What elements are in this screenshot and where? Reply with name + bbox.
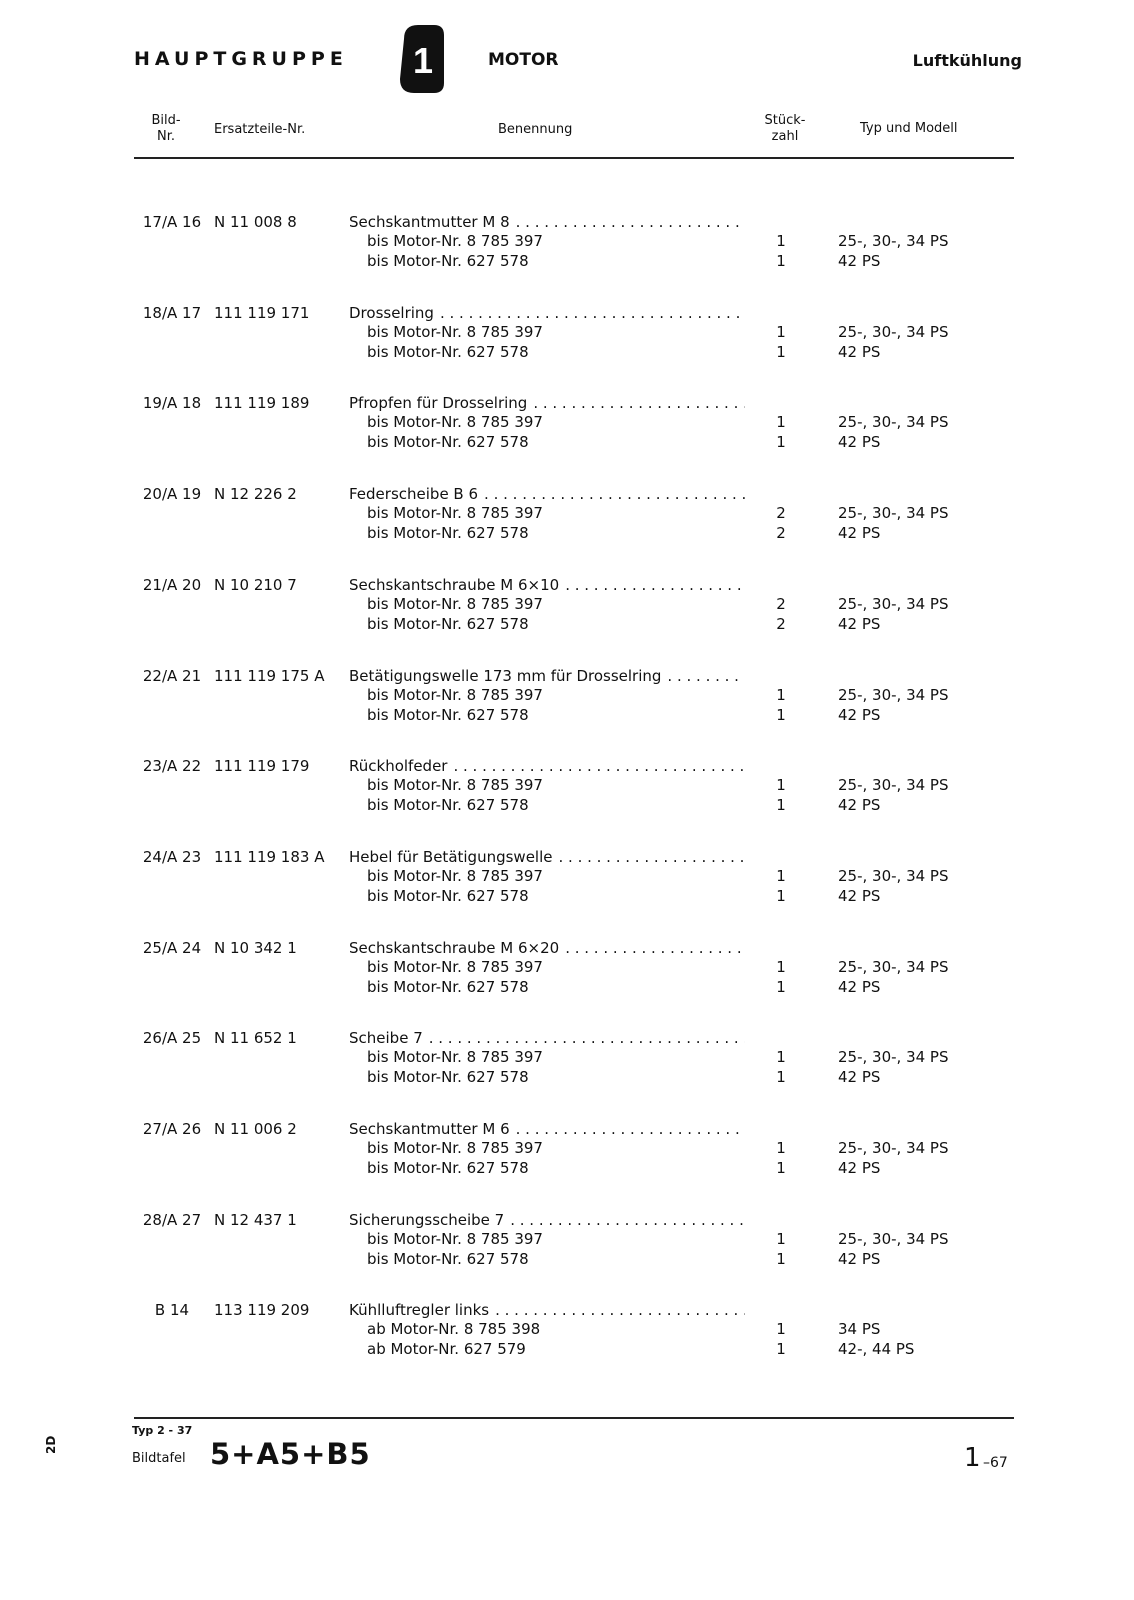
motor-range: bis Motor-Nr. 8 785 397 [367, 594, 543, 613]
motor-range: ab Motor-Nr. 8 785 398 [367, 1320, 541, 1339]
quantity: 2 [776, 524, 786, 543]
part-entry [0, 303, 1134, 373]
motor-range: bis Motor-Nr. 627 578 [367, 705, 529, 724]
quantity: 1 [776, 232, 786, 250]
type-model: 42-, 44 PS [838, 1340, 915, 1359]
type-model: 25-, 30-, 34 PS [838, 1229, 949, 1248]
quantity: 1 [776, 433, 786, 452]
part-name: Sechskantschraube M 6×10 . . . [349, 575, 745, 595]
type-model: 42 PS [838, 1068, 881, 1087]
part-name: Scheibe 7 . . . [349, 1028, 745, 1048]
part-entry [0, 393, 1134, 463]
ersatzteil-nr: N 11 652 1 [214, 1029, 297, 1048]
part-name: Federscheibe B 6 . . . [349, 484, 745, 504]
bild-nr: 17/A 16 [142, 213, 202, 231]
bild-nr: 23/A 22 [142, 757, 202, 776]
group-number: 1 [412, 40, 434, 81]
motor-range: bis Motor-Nr. 8 785 397 [367, 413, 543, 432]
ersatzteil-nr: 113 119 209 [214, 1301, 310, 1320]
motor-range: ab Motor-Nr. 627 579 [367, 1340, 526, 1359]
motor-range: bis Motor-Nr. 8 785 397 [367, 1139, 543, 1157]
group-number-badge [396, 21, 448, 96]
part-entry [0, 1210, 1134, 1280]
leader-dots [661, 666, 745, 686]
part-name: Sechskantmutter M 8 . . . [349, 212, 745, 232]
motor-range: bis Motor-Nr. 627 578 [367, 252, 529, 270]
part-entry [0, 1300, 1134, 1370]
quantity: 1 [776, 705, 786, 724]
ersatzteil-nr: N 10 342 1 [214, 938, 297, 957]
column-header-stueckzahl: Stück- zahl [764, 113, 806, 144]
leader-dots [559, 938, 745, 958]
part-name: Drosselring . . . [349, 303, 745, 323]
page-group-number: 1 [964, 1443, 981, 1473]
quantity: 1 [776, 1340, 786, 1359]
quantity: 1 [776, 1249, 786, 1268]
quantity: 2 [776, 614, 786, 633]
leader-dots [434, 303, 745, 323]
group-name: MOTOR [488, 50, 559, 70]
motor-range: bis Motor-Nr. 8 785 397 [367, 1229, 543, 1248]
page-number: –67 [983, 1455, 1008, 1471]
type-model: 25-, 30-, 34 PS [838, 232, 949, 250]
quantity: 1 [776, 685, 786, 704]
motor-range: bis Motor-Nr. 627 578 [367, 1249, 529, 1268]
type-model: 42 PS [838, 705, 881, 724]
quantity: 1 [776, 957, 786, 976]
type-model: 42 PS [838, 252, 881, 270]
vehicle-type: Typ 2 - 37 [132, 1424, 193, 1437]
type-model: 42 PS [838, 342, 881, 361]
bild-nr: 28/A 27 [142, 1210, 202, 1229]
quantity: 1 [776, 977, 786, 996]
type-model: 42 PS [838, 614, 881, 633]
quantity: 1 [776, 1229, 786, 1248]
quantity: 1 [776, 886, 786, 905]
type-model: 25-, 30-, 34 PS [838, 866, 949, 885]
quantity: 1 [776, 796, 786, 815]
column-header-typ-und-modell: Typ und Modell [860, 121, 958, 136]
part-entry [0, 1119, 1134, 1189]
type-model: 42 PS [838, 977, 881, 996]
quantity: 1 [776, 1159, 786, 1177]
motor-range: bis Motor-Nr. 627 578 [367, 342, 529, 361]
quantity: 1 [776, 252, 786, 270]
side-margin-mark: 2D [44, 1435, 58, 1454]
type-model: 42 PS [838, 796, 881, 815]
part-name: Rückholfeder . . . [349, 756, 745, 776]
bildtafel-label: Bildtafel [132, 1451, 186, 1466]
quantity: 1 [776, 1139, 786, 1157]
type-model: 25-, 30-, 34 PS [838, 1139, 949, 1157]
ersatzteil-nr: 111 119 189 [214, 394, 310, 413]
leader-dots [510, 1119, 745, 1139]
part-entry [0, 1028, 1134, 1098]
part-entry [0, 938, 1134, 1008]
subgroup-title: Luftkühlung [912, 51, 1022, 70]
quantity: 1 [776, 866, 786, 885]
leader-dots [423, 1028, 745, 1048]
footer-divider [134, 1417, 1014, 1419]
type-model: 25-, 30-, 34 PS [838, 504, 949, 523]
motor-range: bis Motor-Nr. 8 785 397 [367, 776, 543, 795]
ersatzteil-nr: 111 119 183 A [214, 847, 325, 866]
part-name: Kühlluftregler links . . . [349, 1300, 745, 1320]
leader-dots [553, 847, 746, 867]
header-divider [134, 157, 1014, 159]
part-entry [0, 847, 1134, 917]
motor-range: bis Motor-Nr. 627 578 [367, 614, 529, 633]
motor-range: bis Motor-Nr. 627 578 [367, 1159, 529, 1177]
column-header-benennung: Benennung [498, 122, 573, 137]
ersatzteil-nr: 111 119 179 [214, 757, 310, 776]
bild-nr: 27/A 26 [142, 1120, 202, 1138]
part-entry [0, 756, 1134, 826]
type-model: 25-, 30-, 34 PS [838, 322, 949, 341]
type-model: 25-, 30-, 34 PS [838, 594, 949, 613]
quantity: 2 [776, 504, 786, 523]
type-model: 34 PS [838, 1320, 881, 1339]
quantity: 1 [776, 322, 786, 341]
bild-nr: 24/A 23 [142, 847, 202, 866]
part-entry [0, 484, 1134, 554]
ersatzteil-nr: N 12 226 2 [214, 485, 297, 504]
type-model: 25-, 30-, 34 PS [838, 957, 949, 976]
motor-range: bis Motor-Nr. 627 578 [367, 977, 529, 996]
motor-range: bis Motor-Nr. 627 578 [367, 796, 529, 815]
type-model: 42 PS [838, 1249, 881, 1268]
part-entry [0, 575, 1134, 645]
type-model: 42 PS [838, 886, 881, 905]
part-entry [0, 666, 1134, 736]
leader-dots [478, 484, 745, 504]
motor-range: bis Motor-Nr. 8 785 397 [367, 866, 543, 885]
leader-dots [489, 1300, 745, 1320]
leader-dots [559, 575, 745, 595]
part-name: Pfropfen für Drosselring . . . [349, 393, 745, 413]
quantity: 1 [776, 776, 786, 795]
ersatzteil-nr: N 11 006 2 [214, 1120, 297, 1138]
quantity: 1 [776, 1068, 786, 1087]
column-header-ersatzteile-nr: Ersatzteile-Nr. [214, 122, 306, 137]
bild-nr: 22/A 21 [142, 666, 202, 685]
motor-range: bis Motor-Nr. 627 578 [367, 433, 529, 452]
ersatzteil-nr: N 11 008 8 [214, 213, 297, 231]
main-group-label: HAUPTGRUPPE [134, 48, 348, 70]
motor-range: bis Motor-Nr. 627 578 [367, 886, 529, 905]
bild-nr: 26/A 25 [142, 1029, 202, 1048]
type-model: 25-, 30-, 34 PS [838, 685, 949, 704]
motor-range: bis Motor-Nr. 8 785 397 [367, 322, 543, 341]
bildtafel-numbers: 5+A5+B5 [210, 1437, 371, 1471]
part-name: Sicherungsscheibe 7 . . . [349, 1210, 745, 1230]
leader-dots [510, 212, 745, 232]
bild-nr: 25/A 24 [142, 938, 202, 957]
ersatzteil-nr: N 12 437 1 [214, 1210, 297, 1229]
ersatzteil-nr: 111 119 171 [214, 303, 310, 322]
quantity: 2 [776, 594, 786, 613]
part-name: Betätigungswelle 173 mm für Drosselring . . . [349, 666, 745, 686]
type-model: 25-, 30-, 34 PS [838, 413, 949, 432]
motor-range: bis Motor-Nr. 8 785 397 [367, 685, 543, 704]
bild-nr: 20/A 19 [142, 485, 202, 504]
ersatzteil-nr: N 10 210 7 [214, 575, 297, 594]
leader-dots [447, 756, 745, 776]
type-model: 42 PS [838, 433, 881, 452]
column-header-bild-nr: Bild- Nr. [151, 113, 181, 144]
motor-range: bis Motor-Nr. 8 785 397 [367, 504, 543, 523]
type-model: 25-, 30-, 34 PS [838, 1048, 949, 1067]
leader-dots [527, 393, 745, 413]
bild-nr: 18/A 17 [142, 303, 202, 322]
leader-dots [504, 1210, 745, 1230]
motor-range: bis Motor-Nr. 8 785 397 [367, 232, 543, 250]
type-model: 42 PS [838, 524, 881, 543]
part-name: Sechskantmutter M 6 . . . [349, 1119, 745, 1139]
motor-range: bis Motor-Nr. 627 578 [367, 524, 529, 543]
quantity: 1 [776, 413, 786, 432]
motor-range: bis Motor-Nr. 8 785 397 [367, 957, 543, 976]
bild-nr: 21/A 20 [142, 575, 202, 594]
quantity: 1 [776, 1320, 786, 1339]
bild-nr: 19/A 18 [142, 394, 202, 413]
type-model: 42 PS [838, 1159, 881, 1177]
bild-nr: B 14 [154, 1301, 190, 1320]
ersatzteil-nr: 111 119 175 A [214, 666, 325, 685]
part-name: Hebel für Betätigungswelle . . . [349, 847, 745, 867]
part-name: Sechskantschraube M 6×20 . . . [349, 938, 745, 958]
quantity: 1 [776, 1048, 786, 1067]
motor-range: bis Motor-Nr. 8 785 397 [367, 1048, 543, 1067]
part-entry [0, 212, 1134, 282]
motor-range: bis Motor-Nr. 627 578 [367, 1068, 529, 1087]
type-model: 25-, 30-, 34 PS [838, 776, 949, 795]
quantity: 1 [776, 342, 786, 361]
